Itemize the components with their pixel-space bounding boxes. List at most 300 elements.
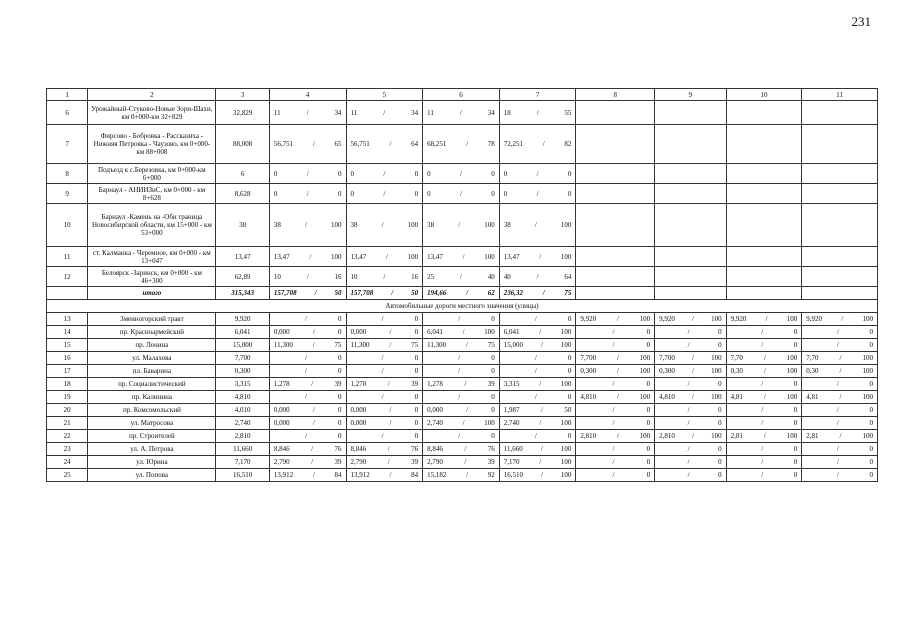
percent-value: 0 bbox=[793, 471, 798, 479]
slash-separator: / bbox=[458, 315, 461, 323]
percent-value: 100 bbox=[560, 328, 572, 336]
empty-cell bbox=[576, 204, 655, 247]
value-pair-cell bbox=[576, 430, 655, 443]
value-pair-cell bbox=[499, 101, 576, 125]
slash-separator: / bbox=[383, 169, 386, 178]
value-pair-cell bbox=[726, 469, 802, 482]
length-value: 16,510 bbox=[503, 471, 524, 479]
value-pair-cell bbox=[726, 417, 802, 430]
percent-value: 75 bbox=[487, 341, 495, 349]
value-pair-cell bbox=[269, 247, 346, 267]
percent-value: 0 bbox=[414, 432, 419, 440]
slash-separator: / bbox=[534, 367, 537, 375]
value-pair-cell bbox=[269, 378, 346, 391]
length-value: 6,041 bbox=[503, 328, 520, 336]
value-pair-cell bbox=[576, 469, 655, 482]
value-pair-cell bbox=[423, 456, 500, 469]
table-row bbox=[47, 184, 878, 204]
value-pair-cell bbox=[346, 204, 423, 247]
slash-separator: / bbox=[383, 272, 386, 281]
slash-separator: / bbox=[383, 108, 386, 117]
table-row bbox=[47, 339, 878, 352]
length-value: 2,810 bbox=[659, 432, 675, 440]
length-value: 4,81 bbox=[730, 393, 743, 401]
slash-separator: / bbox=[381, 432, 384, 440]
percent-value: 0 bbox=[646, 406, 651, 414]
table-row bbox=[47, 469, 878, 482]
percent-value: 0 bbox=[338, 328, 342, 336]
slash-separator: / bbox=[763, 367, 766, 375]
slash-separator: / bbox=[692, 315, 694, 323]
road-length: 88,008 bbox=[216, 125, 269, 164]
street-length: 7,700 bbox=[216, 352, 269, 365]
slash-separator: / bbox=[612, 419, 615, 427]
percent-value: 0 bbox=[338, 315, 342, 323]
slash-separator: / bbox=[687, 419, 690, 427]
value-pair-cell bbox=[423, 443, 500, 456]
percent-value: 0 bbox=[793, 328, 798, 336]
percent-value: 34 bbox=[411, 108, 419, 117]
percent-value: 100 bbox=[862, 354, 873, 362]
empty-cell bbox=[802, 164, 878, 184]
value-pair-cell bbox=[269, 326, 346, 339]
slash-separator: / bbox=[687, 445, 690, 453]
percent-value: 0 bbox=[491, 393, 495, 401]
value-pair-cell bbox=[423, 378, 500, 391]
value-pair-cell bbox=[655, 391, 727, 404]
percent-value: 100 bbox=[560, 458, 572, 466]
value-pair-cell bbox=[726, 313, 802, 326]
value-pair-cell bbox=[499, 443, 576, 456]
value-pair-cell bbox=[423, 247, 500, 267]
value-pair-cell bbox=[423, 326, 500, 339]
percent-value: 100 bbox=[786, 367, 798, 375]
value-pair-cell bbox=[269, 469, 346, 482]
slash-separator: / bbox=[304, 393, 307, 401]
value-pair-cell bbox=[499, 339, 576, 352]
empty-cell bbox=[576, 287, 655, 300]
percent-value: 82 bbox=[564, 140, 572, 148]
slash-separator: / bbox=[312, 471, 315, 479]
value-pair-cell bbox=[655, 404, 727, 417]
column-header: 2 bbox=[88, 89, 216, 101]
slash-separator: / bbox=[466, 471, 469, 479]
table-row bbox=[47, 247, 878, 267]
slash-separator: / bbox=[612, 471, 615, 479]
length-value: 15,182 bbox=[427, 471, 447, 479]
percent-value: 100 bbox=[786, 393, 798, 401]
value-pair-cell bbox=[726, 443, 802, 456]
length-value: 2,790 bbox=[273, 458, 290, 466]
length-value: 0 bbox=[427, 189, 431, 198]
percent-value: 76 bbox=[411, 445, 419, 453]
road-length: 38 bbox=[216, 204, 269, 247]
slash-separator: / bbox=[536, 272, 539, 281]
percent-value: 100 bbox=[560, 419, 572, 427]
value-pair-cell bbox=[655, 430, 727, 443]
slash-separator: / bbox=[383, 189, 386, 198]
value-pair-cell bbox=[802, 469, 878, 482]
length-value: 9,920 bbox=[730, 315, 747, 323]
road-name: Подъезд к с.Березовка, км 0+000-км 6+000 bbox=[88, 164, 216, 184]
street-name: пр. Красноармейский bbox=[88, 326, 216, 339]
value-pair-cell bbox=[346, 164, 423, 184]
slash-separator: / bbox=[387, 380, 390, 388]
value-pair-cell bbox=[346, 391, 423, 404]
row-number: 15 bbox=[47, 339, 88, 352]
length-value: 0,000 bbox=[427, 406, 443, 414]
percent-value: 78 bbox=[487, 140, 495, 148]
percent-value: 100 bbox=[711, 393, 722, 401]
percent-value: 0 bbox=[646, 419, 651, 427]
percent-value: 100 bbox=[560, 252, 572, 261]
empty-cell bbox=[802, 101, 878, 125]
length-value: 8,846 bbox=[350, 445, 367, 453]
slash-separator: / bbox=[312, 140, 315, 148]
table-row bbox=[47, 443, 878, 456]
length-value: 9,920 bbox=[580, 315, 597, 323]
road-length: 6 bbox=[216, 164, 269, 184]
length-value: 13,47 bbox=[273, 252, 290, 261]
slash-separator: / bbox=[389, 341, 392, 349]
value-pair-cell bbox=[499, 247, 576, 267]
percent-value: 64 bbox=[411, 140, 419, 148]
value-pair-cell bbox=[346, 469, 423, 482]
slash-separator: / bbox=[836, 406, 839, 414]
length-value: 1,278 bbox=[427, 380, 443, 388]
length-value: 11,300 bbox=[350, 341, 370, 349]
percent-value: 0 bbox=[338, 367, 342, 375]
slash-separator: / bbox=[692, 432, 694, 440]
slash-separator: / bbox=[692, 393, 694, 401]
value-pair-cell bbox=[346, 267, 423, 287]
value-pair-cell bbox=[269, 365, 346, 378]
length-value: 11 bbox=[427, 108, 434, 117]
street-name: пр. Комсомольский bbox=[88, 404, 216, 417]
row-number: 9 bbox=[47, 184, 88, 204]
value-pair-cell bbox=[499, 326, 576, 339]
length-value: 0 bbox=[503, 169, 508, 178]
percent-value: 50 bbox=[411, 289, 419, 297]
length-value: 2,810 bbox=[580, 432, 597, 440]
length-value: 0,300 bbox=[580, 367, 597, 375]
percent-value: 0 bbox=[338, 432, 342, 440]
value-pair-cell bbox=[655, 456, 727, 469]
value-pair-cell bbox=[499, 404, 576, 417]
slash-separator: / bbox=[304, 354, 307, 362]
length-value: 2,81 bbox=[806, 432, 819, 440]
value-pair-cell bbox=[576, 339, 655, 352]
street-length: 4,810 bbox=[216, 391, 269, 404]
value-pair-cell bbox=[499, 430, 576, 443]
street-length: 0,300 bbox=[216, 365, 269, 378]
percent-value: 0 bbox=[646, 458, 651, 466]
percent-value: 0 bbox=[869, 445, 873, 453]
slash-separator: / bbox=[536, 169, 539, 178]
empty-cell bbox=[655, 125, 727, 164]
percent-value: 0 bbox=[718, 406, 722, 414]
value-pair-cell bbox=[346, 339, 423, 352]
length-value: 11 bbox=[273, 108, 281, 117]
percent-value: 0 bbox=[491, 354, 495, 362]
row-number: 25 bbox=[47, 469, 88, 482]
slash-separator: / bbox=[462, 252, 465, 261]
length-value: 0 bbox=[273, 169, 278, 178]
value-pair-cell bbox=[726, 456, 802, 469]
slash-separator: / bbox=[692, 367, 694, 375]
length-value: 7,70 bbox=[806, 354, 819, 362]
slash-separator: / bbox=[763, 354, 766, 362]
value-pair-cell bbox=[576, 365, 655, 378]
value-pair-cell bbox=[802, 339, 878, 352]
slash-separator: / bbox=[389, 328, 392, 336]
length-value: 0 bbox=[350, 169, 354, 178]
row-number: 20 bbox=[47, 404, 88, 417]
slash-separator: / bbox=[761, 471, 764, 479]
length-value: 10 bbox=[273, 272, 281, 281]
empty-cell bbox=[726, 287, 802, 300]
road-name: Урожайный-Стуково-Новые Зори-Шахи, км 0+000-км 32+829 bbox=[88, 101, 216, 125]
length-value: 0,000 bbox=[350, 406, 367, 414]
slash-separator: / bbox=[540, 445, 543, 453]
slash-separator: / bbox=[612, 328, 615, 336]
slash-separator: / bbox=[464, 380, 467, 388]
slash-separator: / bbox=[539, 458, 542, 466]
value-pair-cell bbox=[346, 404, 423, 417]
slash-separator: / bbox=[534, 354, 537, 362]
table-row bbox=[47, 313, 878, 326]
percent-value: 0 bbox=[718, 341, 722, 349]
road-length: 62,89 bbox=[216, 267, 269, 287]
slash-separator: / bbox=[466, 289, 469, 297]
length-value: 1,278 bbox=[273, 380, 290, 388]
percent-value: 39 bbox=[411, 380, 419, 388]
length-value: 2,790 bbox=[427, 458, 443, 466]
table-row bbox=[47, 430, 878, 443]
percent-value: 100 bbox=[711, 315, 722, 323]
slash-separator: / bbox=[312, 406, 315, 414]
percent-value: 0 bbox=[718, 328, 722, 336]
slash-separator: / bbox=[761, 419, 764, 427]
empty-cell bbox=[576, 247, 655, 267]
value-pair-cell bbox=[269, 404, 346, 417]
percent-value: 50 bbox=[564, 406, 572, 414]
value-pair-cell bbox=[802, 430, 878, 443]
slash-separator: / bbox=[612, 458, 615, 466]
value-pair-cell bbox=[726, 365, 802, 378]
slash-separator: / bbox=[312, 328, 315, 336]
percent-value: 0 bbox=[491, 367, 495, 375]
percent-value: 0 bbox=[414, 354, 419, 362]
percent-value: 100 bbox=[786, 315, 798, 323]
table-row bbox=[47, 204, 878, 247]
percent-value: 0 bbox=[718, 458, 722, 466]
slash-separator: / bbox=[458, 367, 461, 375]
percent-value: 0 bbox=[567, 315, 572, 323]
percent-value: 0 bbox=[793, 341, 798, 349]
slash-separator: / bbox=[541, 341, 543, 349]
percent-value: 39 bbox=[334, 380, 342, 388]
value-pair-cell bbox=[269, 456, 346, 469]
slash-separator: / bbox=[839, 354, 842, 362]
value-pair-cell bbox=[726, 391, 802, 404]
row-number: 24 bbox=[47, 456, 88, 469]
value-pair-cell bbox=[576, 404, 655, 417]
empty-cell bbox=[802, 184, 878, 204]
value-pair-cell bbox=[423, 287, 500, 300]
slash-separator: / bbox=[458, 393, 461, 401]
header-row bbox=[47, 89, 878, 101]
slash-separator: / bbox=[459, 169, 462, 178]
table-row bbox=[47, 391, 878, 404]
street-name: ул. Юрина bbox=[88, 456, 216, 469]
slash-separator: / bbox=[836, 419, 839, 427]
slash-separator: / bbox=[612, 341, 615, 349]
value-pair-cell bbox=[802, 378, 878, 391]
length-value: 38 bbox=[427, 221, 435, 229]
street-name: пр. Строителей bbox=[88, 430, 216, 443]
length-value: 11 bbox=[350, 108, 358, 117]
percent-value: 62 bbox=[487, 289, 495, 297]
empty-cell bbox=[726, 164, 802, 184]
length-value: 18 bbox=[503, 108, 511, 117]
slash-separator: / bbox=[616, 354, 619, 362]
column-header: 7 bbox=[499, 89, 576, 101]
slash-separator: / bbox=[381, 393, 384, 401]
percent-value: 84 bbox=[411, 471, 419, 479]
road-name: ст. Калманка - Черемное, км 0+000 - км 13+047 bbox=[88, 247, 216, 267]
percent-value: 0 bbox=[646, 328, 651, 336]
value-pair-cell bbox=[269, 204, 346, 247]
value-pair-cell bbox=[499, 125, 576, 164]
slash-separator: / bbox=[836, 458, 839, 466]
percent-value: 0 bbox=[338, 169, 342, 178]
empty-cell bbox=[726, 125, 802, 164]
total-length: 315,343 bbox=[216, 287, 269, 300]
value-pair-cell bbox=[269, 313, 346, 326]
slash-separator: / bbox=[304, 367, 307, 375]
slash-separator: / bbox=[761, 380, 764, 388]
percent-value: 0 bbox=[718, 419, 722, 427]
table-row bbox=[47, 417, 878, 430]
value-pair-cell bbox=[423, 313, 500, 326]
slash-separator: / bbox=[839, 367, 842, 375]
value-pair-cell bbox=[269, 287, 346, 300]
value-pair-cell bbox=[499, 287, 576, 300]
length-value: 0,000 bbox=[273, 406, 290, 414]
slash-separator: / bbox=[687, 341, 690, 349]
slash-separator: / bbox=[462, 328, 465, 336]
value-pair-cell bbox=[269, 391, 346, 404]
slash-separator: / bbox=[612, 445, 615, 453]
slash-separator: / bbox=[761, 406, 764, 414]
length-value: 13,47 bbox=[503, 252, 520, 261]
percent-value: 39 bbox=[334, 458, 342, 466]
slash-separator: / bbox=[458, 221, 461, 229]
percent-value: 0 bbox=[646, 471, 651, 479]
value-pair-cell bbox=[346, 352, 423, 365]
percent-value: 92 bbox=[487, 471, 495, 479]
value-pair-cell bbox=[802, 404, 878, 417]
value-pair-cell bbox=[802, 456, 878, 469]
value-pair-cell bbox=[499, 469, 576, 482]
percent-value: 100 bbox=[560, 380, 572, 388]
slash-separator: / bbox=[464, 458, 467, 466]
column-header: 10 bbox=[726, 89, 802, 101]
percent-value: 100 bbox=[407, 252, 419, 261]
percent-value: 0 bbox=[567, 367, 572, 375]
road-name: Барнаул -Камень на -Оби граница Новосибирской области, км 15+000 - км 53+000 bbox=[88, 204, 216, 247]
slash-separator: / bbox=[765, 315, 768, 323]
percent-value: 0 bbox=[491, 169, 495, 178]
percent-value: 0 bbox=[646, 341, 651, 349]
slash-separator: / bbox=[761, 341, 764, 349]
slash-separator: / bbox=[536, 108, 539, 117]
percent-value: 0 bbox=[414, 315, 419, 323]
value-pair-cell bbox=[576, 391, 655, 404]
empty-cell bbox=[576, 164, 655, 184]
empty-cell bbox=[802, 287, 878, 300]
street-name: ул. А. Петрова bbox=[88, 443, 216, 456]
length-value: 56,751 bbox=[350, 140, 370, 148]
percent-value: 0 bbox=[338, 393, 342, 401]
road-name: Барнаул - АНИИЗиС, км 0+000 - км 8+628 bbox=[88, 184, 216, 204]
slash-separator: / bbox=[387, 445, 390, 453]
empty-cell bbox=[655, 247, 727, 267]
slash-separator: / bbox=[687, 380, 690, 388]
percent-value: 0 bbox=[567, 354, 572, 362]
value-pair-cell bbox=[726, 326, 802, 339]
slash-separator: / bbox=[466, 406, 469, 414]
row-number: 22 bbox=[47, 430, 88, 443]
percent-value: 0 bbox=[491, 315, 495, 323]
length-value: 10 bbox=[350, 272, 358, 281]
empty-cell bbox=[802, 125, 878, 164]
value-pair-cell bbox=[576, 313, 655, 326]
slash-separator: / bbox=[306, 272, 309, 281]
length-value: 25 bbox=[427, 272, 435, 281]
table-row bbox=[47, 267, 878, 287]
percent-value: 0 bbox=[869, 406, 873, 414]
length-value: 0 bbox=[503, 189, 508, 198]
percent-value: 34 bbox=[487, 108, 495, 117]
length-value: 7,700 bbox=[659, 354, 675, 362]
total-row bbox=[47, 287, 878, 300]
street-length: 6,041 bbox=[216, 326, 269, 339]
value-pair-cell bbox=[576, 417, 655, 430]
slash-separator: / bbox=[542, 289, 545, 297]
street-name: ул. Малахова bbox=[88, 352, 216, 365]
column-header: 4 bbox=[269, 89, 346, 101]
length-value: 38 bbox=[273, 221, 281, 229]
value-pair-cell bbox=[269, 339, 346, 352]
table-row bbox=[47, 404, 878, 417]
length-value: 11,660 bbox=[503, 445, 523, 453]
length-value: 0 bbox=[427, 169, 431, 178]
row-number: 10 bbox=[47, 204, 88, 247]
value-pair-cell bbox=[499, 204, 576, 247]
column-header: 3 bbox=[216, 89, 269, 101]
empty-cell bbox=[576, 125, 655, 164]
length-value: 15,000 bbox=[503, 341, 524, 349]
length-value: 72,251 bbox=[503, 140, 524, 148]
value-pair-cell bbox=[346, 184, 423, 204]
slash-separator: / bbox=[381, 367, 384, 375]
slash-separator: / bbox=[616, 315, 619, 323]
length-value: 9,920 bbox=[659, 315, 675, 323]
percent-value: 0 bbox=[338, 406, 342, 414]
slash-separator: / bbox=[539, 328, 542, 336]
